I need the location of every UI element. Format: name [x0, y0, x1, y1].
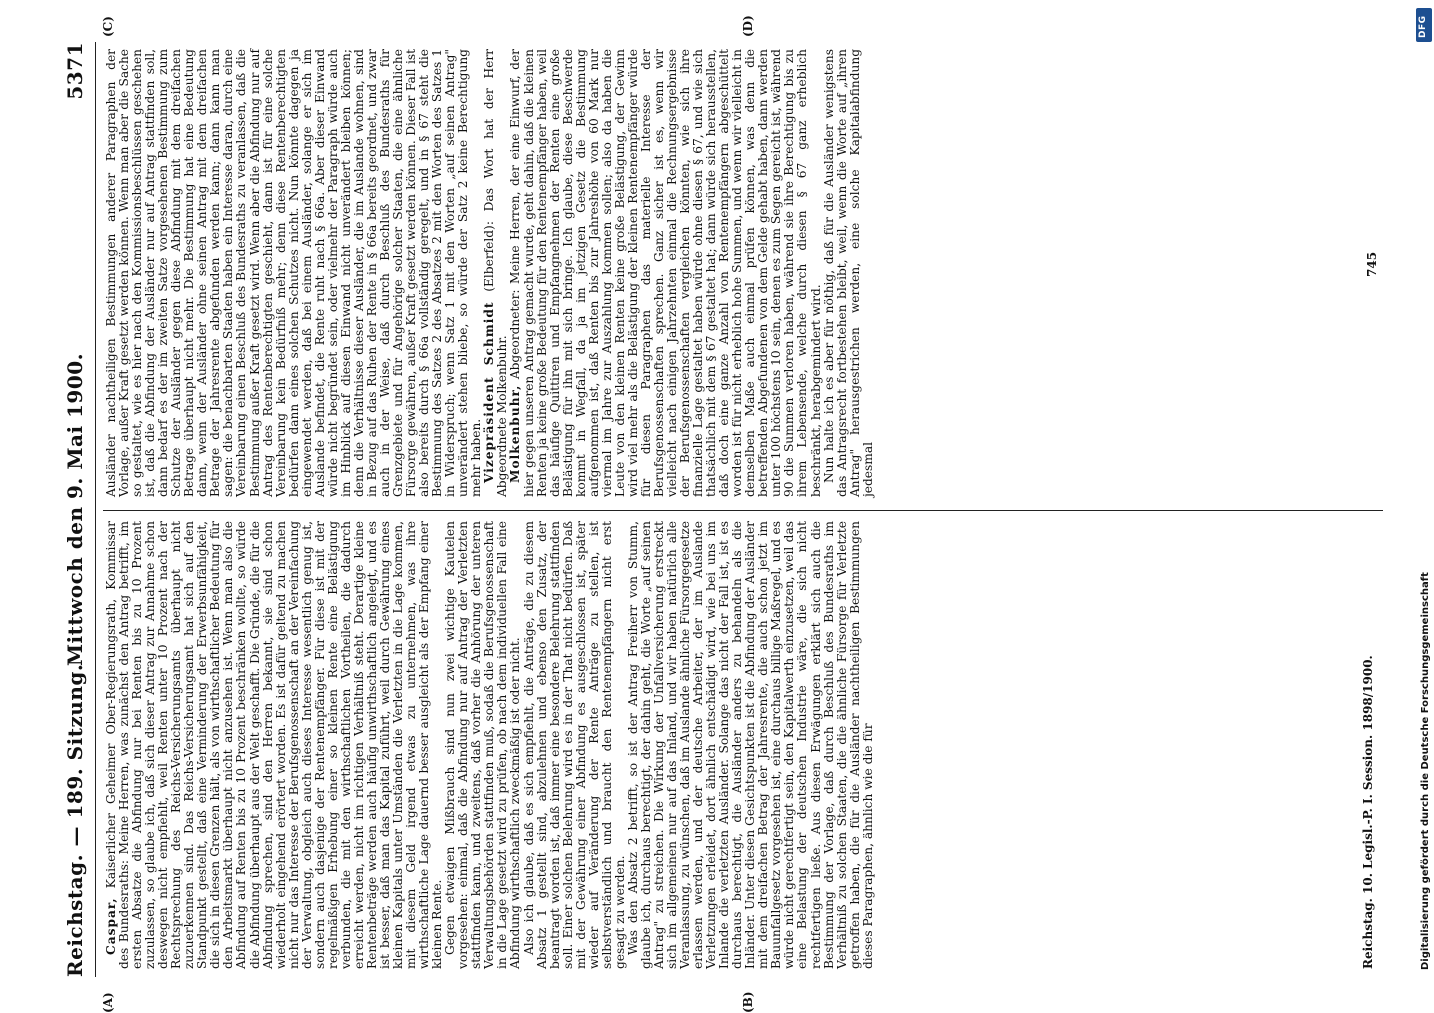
- running-header-left: Reichstag. — 189. Sitzung.: [63, 664, 87, 977]
- paragraph-text: Ausländer nachtheiligen Bestimmungen anderer Paragraphen der Vorlage, außer Kraft gesetzt werden können. Wenn man aber die Sache so gestaltet, wie es hier nach den Kommissionsbeschlüssen geschehen ist, daß die Abfindung der Ausländer nur auf Antrag stattfinden soll, dann bedarf es der im zweiten Satze vorgesehenen Bestimmung zum Schutze der Ausländer gegen diese Abfindung mit dem dreifachen Betrage überhaupt nicht mehr. Die Bestimmung hat eine Bedeutung dann, wenn der Ausländer ohne seinen Antrag mit dem dreifachen Betrage der Jahresrente abgefunden werden kann; dann kann man sagen: die benachbarten Staaten haben ein Interesse daran, durch eine Vereinbarung einen Beschluß des Bundesraths zu veranlassen, daß die Bestimmung außer Kraft gesetzt wird. Wenn aber die Abfindung nur auf Antrag des Rentenberechtigten geschieht, dann ist für eine solche Vereinbarung kein Bedürfniß mehr; denn diese Rentenberechtigten bedürfen dann eines solchen Schutzes nicht. Nun könnte dagegen ja eingewendet werden, daß bei einem Ausländer, solange er sich im Auslande befindet, die Rente ruht nach § 66a. Aber dieser Einwand würde nicht begründet sein, oder vielmehr der Paragraph würde auch im Hinblick auf diesen Einwand nicht unverändert bleiben können; denn die Verhältnisse dieser Ausländer, die im Auslande wohnen, sind in Bezug auf das Ruhen der Rente in § 66a bereits geordnet, und zwar auch in der Weise, daß durch Beschluß des Bundesraths für Grenzgebiete und für Angehörige solcher Staaten, die eine ähnliche Fürsorge gewähren, außer Kraft gesetzt werden können. Dieser Fall ist also bereits durch § 66a vollständig geregelt, und in § 67 steht die Bestimmung des Satzes 2 des Absatzes 2 mit den Worten des Satzes 1 in Widerspruch; wenn Satz 1 mit den Worten „auf seinen Antrag" unverändert stehen bliebe, so würde der Satz 2 keine Berechtigung mehr haben.: [104, 49, 483, 497]
- paragraph: [627, 521, 875, 969]
- paragraph: [823, 49, 875, 497]
- margin-marker-a: (A): [101, 992, 115, 1013]
- margin-marker-c: (C): [101, 16, 115, 37]
- speaker-name: Vizepräsident Schmidt: [482, 301, 496, 483]
- digitization-credit: Digitalisierung gefördert durch die Deutsche Forschungsgemeinschaft: [1420, 572, 1431, 970]
- footer-session-info: Reichstag. 10. Legisl.-P. I. Session. 1898/1900.: [1361, 655, 1375, 969]
- speaker-name: Molkenbuhr,: [508, 385, 522, 483]
- header-rule: [95, 42, 96, 977]
- speaker-name: Caspar,: [104, 897, 118, 955]
- page-number: 5371: [63, 42, 87, 100]
- paragraph-text: Abgeordneter: Meine Herren, der eine Einwurf, der hier gegen unseren Antrag gemacht wurde, geht dahin, daß die kleinen Renten ja keine große Bedeutung für den Rentenempfänger haben, weil das häufige Quittiren und Empfangnehmen der Renten eine große Belästigung für ihn mit sich bringe. Ich glaube, diese Beschwerde kommt in Wegfall, da ja im jetzigen Gesetz die Bestimmung aufgenommen ist, daß Renten bis zur Jahreshöhe von 60 Mark nur viermal im Jahre zur Auszahlung kommen sollen; also da haben die Leute von den kleinen Renten keine große Belästigung, der Gewinn wird viel mehr als die Belästigung der kleinen Rentenempfänger würde für diesen Paragraphen das materielle Interesse der Berufsgenossenschaften sprechen. Ganz sicher ist es, wenn wir vielleicht nach einigen Jahrzehnten einmal die Rechnungsergebnisse der Berufsgenossenschaften vergleichen könnten, wie sich ihre finanzielle Lage gestaltet haben würde ohne diesen § 67, und wie sich thatsächlich mit dem § 67 gestaltet hat; dann würde sich herausstellen, daß doch eine ganze Anzahl von Rentenempfängern abgeschüttelt worden ist für nicht erheblich hohe Summen, und wenn wir vielleicht in demselben Maße auch einmal prüfen können, was denn die betreffenden Abgefundenen von dem Gelde gehabt haben, dann werden unter 100 höchstens 10 sein, denen es zum Segen gereicht ist, während 90 die Summen verloren haben, während sie ihre Berechtigung bis zu ihrem Lebensende, welche durch diesen § 67 ganz erheblich beschränkt, herabgemindert wird.: [508, 49, 822, 497]
- footer-folio: 745: [1365, 252, 1379, 277]
- rotated-document-page: [61, 42, 1421, 977]
- margin-marker-b: (B): [741, 992, 755, 1013]
- paragraph: [523, 521, 627, 969]
- paragraph-text: Nun halte ich es aber für nöthig, daß für die Ausländer wenigstens das Antragsrecht fortbestehen bleibt, weil, wenn die Worte auf „ihren Antrag" herausgestrichen werden, eine solche Kapitalabfindung jedesmal: [822, 49, 875, 497]
- paragraph-text: Was den Absatz 2 betrifft, so ist der Antrag Freiherr von Stumm, glaube ich, durchaus berechtigt, der dahin geht, die Worte „auf seinen Antrag" zu streichen. Die Wirkung der Unfallversicherung erstreckt sich im allgemeinen nur auf das Inland, und wir haben natürlich alle Veranlassung, zu wünschen, daß im Auslande ähnliche Fürsorgegesetze erlassen werden, und der deutsche Arbeiter, der im Auslande Verletzungen erleidet, dort ähnlich entschädigt wird, wie bei uns im Inlande die verletzten Ausländer. Solange das nicht der Fall ist, ist es durchaus berechtigt, die Ausländer anders zu behandeln als die Inländer. Unter diesen Gesichtspunkten ist die Abfindung der Ausländer mit dem dreifachen Betrag der Jahresrente, die auch schon jetzt im Bauunfallgesetz vorgesehen ist, eine durchaus billige Maßregel, und es würde nicht gerechtfertigt sein, den Kapitalwerth einzusetzen, weil das eine Belastung der deutschen Industrie wäre, die sich nicht rechtfertigen ließe. Aus diesen Erwägungen erklärt sich auch die Bestimmung der Vorlage, daß durch Beschluß des Bundesraths im Verhältniß zu solchen Staaten, die die ähnliche Fürsorge für Verletzte getroffen haben, die für die Ausländer nachtheiligen Bestimmungen dieses Paragraphen, ähnlich wie die für: [626, 521, 875, 969]
- paragraph: [105, 521, 444, 969]
- text-column-left: [105, 521, 875, 969]
- paragraph-text: (Elberfeld): Das Wort hat der Herr Abgeordnete Molkenbuhr.: [482, 49, 509, 497]
- margin-marker-d: (D): [741, 15, 755, 37]
- paragraph-text: Also ich glaube, daß es sich empfiehlt, die Anträge, die zu diesem Absatz 1 gestellt sind, abzulehnen und ebenso den Zusatz, der beantragt worden ist, daß immer eine besondere Belehrung stattfinden soll. Einer solchen Belehrung wird es in der That nicht bedürfen. Daß mit der Gewährung einer Abfindung es ausgeschlossen ist, später wieder auf Veränderung der Rente Anträge zu stellen, ist selbstverständlich und braucht den Rentenempfängern nicht erst gesagt zu werden.: [522, 521, 627, 969]
- paragraph-text: Gegen etwaigen Mißbrauch sind nun zwei wichtige Kautelen vorgesehen: einmal, daß die Abfindung nur auf Antrag der Verletzten stattfinden kann, und zweitens, daß vorher die Anhörung der unteren Verwaltungsbehörden stattfinden muß, sodaß die Berufsgenossenschaft in die Lage gesetzt wird zu prüfen, ob nach dem individuellen Fall eine Abfindung wirthschaftlich zweckmäßig ist oder nicht.: [443, 521, 522, 969]
- paragraph: [105, 49, 483, 497]
- paragraph: [509, 49, 822, 497]
- text-column-right: [105, 49, 875, 497]
- paragraph: [444, 521, 522, 969]
- dfg-logo: [1416, 8, 1432, 42]
- dfg-logo-text: DFG: [1418, 15, 1428, 38]
- running-header-date: Mittwoch den 9. Mai 1900.: [63, 353, 87, 666]
- paragraph: [483, 49, 509, 497]
- paragraph-text: Kaiserlicher Geheimer Ober-Regierungsrath, Kommissar des Bundesraths: Meine Herren, was zunächst den Antrag betrifft, im ersten Absatze die Abfindung nur bei Renten bis zu 10 Prozent zuzulassen, so glaube ich, daß sich dieser Antrag zur Annahme schon deswegen nicht empfiehlt, weil Renten unter 10 Prozent nach der Rechtsprechung des Reichs-Versicherungsamts überhaupt nicht zuzuerkennen sind. Das Reichs-Versicherungsamt hat sich auf den Standpunkt gestellt, daß eine Verminderung der Erwerbsunfähigkeit, die sich in diesen Grenzen hält, als von wirthschaftlicher Bedeutung für den Arbeitsmarkt überhaupt nicht anzusehen ist. Wenn man also die Abfindung auf Renten bis zu 10 Prozent beschränken wollte, so würde die Abfindung überhaupt aus der Welt geschafft. Die Gründe, die für die Abfindung sprechen, sind den Herren bekannt, sie sind schon wiederholt eingehend erörtert worden. Es ist dafür geltend zu machen nicht nur das Interesse der Berufsgenossenschaft an der Vereinfachung der Verwaltung, obgleich auch dieses Interesse wesentlich genug ist, sondern auch dasjenige der Rentenempfänger. Für diese ist mit der regelmäßigen Erhebung einer so kleinen Rente eine Belästigung verbunden, die mit den wirthschaftlichen Vortheilen, die dadurch erreicht werden, nicht im richtigen Verhältniß steht. Derartige kleine Rentenbeträge werden auch häufig unwirthschaftlich angelegt, und es ist besser, daß man das Kapital zuführt, weil durch Gewährung eines kleinen Kapitals unter Umständen die Verletzten in die Lage kommen, mit diesem Geld irgend etwas zu unternehmen, was ihre wirthschaftliche Lage dauernd besser ausgleicht als der Empfang einer kleinen Rente.: [104, 521, 444, 969]
- column-divider: [103, 510, 1383, 511]
